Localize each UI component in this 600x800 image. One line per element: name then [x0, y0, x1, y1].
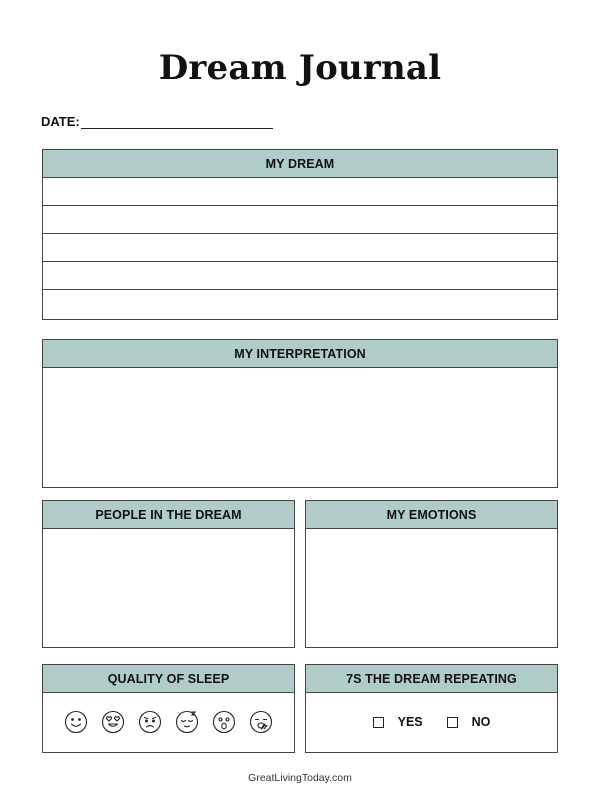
smiling-face-icon[interactable] [64, 710, 88, 734]
yawning-face-icon[interactable] [249, 710, 273, 734]
heart-eyes-face-icon[interactable] [101, 710, 125, 734]
writing-line[interactable] [43, 262, 557, 290]
writing-line[interactable] [43, 206, 557, 234]
date-input-line[interactable] [81, 112, 273, 129]
my-dream-section [42, 149, 558, 320]
my-dream-lines [43, 178, 557, 318]
repeating-section [305, 664, 558, 753]
writing-line[interactable] [43, 178, 557, 206]
emotions-writing-area[interactable] [306, 529, 557, 647]
sleep-quality-section [42, 664, 295, 753]
interpretation-writing-area[interactable] [43, 368, 557, 487]
worried-face-icon[interactable] [138, 710, 162, 734]
repeating-header: 7S THE DREAM REPEATING [306, 665, 557, 693]
people-header: PEOPLE IN THE DREAM [43, 501, 294, 529]
sleep-quality-header: QUALITY OF SLEEP [43, 665, 294, 693]
people-writing-area[interactable] [43, 529, 294, 647]
repeating-options [306, 693, 557, 751]
yes-option[interactable] [373, 715, 423, 729]
sleep-quality-options [43, 693, 294, 751]
writing-line[interactable] [43, 234, 557, 262]
emotions-section [305, 500, 558, 648]
people-section [42, 500, 295, 648]
footer-source: GreatLivingToday.com [248, 772, 352, 784]
my-dream-header: MY DREAM [43, 150, 557, 178]
no-option[interactable] [447, 715, 491, 729]
page-title: Dream Journal [158, 48, 442, 88]
date-label: DATE: [41, 114, 80, 129]
yes-label: YES [397, 715, 423, 729]
yes-checkbox[interactable] [373, 717, 384, 728]
no-checkbox[interactable] [447, 717, 458, 728]
emotions-header: MY EMOTIONS [306, 501, 557, 529]
sleeping-face-icon[interactable] [175, 710, 199, 734]
no-label: NO [471, 715, 491, 729]
writing-line[interactable] [43, 290, 557, 318]
surprised-face-icon[interactable] [212, 710, 236, 734]
interpretation-section [42, 339, 558, 488]
date-row [41, 112, 273, 129]
interpretation-header: MY INTERPRETATION [43, 340, 557, 368]
